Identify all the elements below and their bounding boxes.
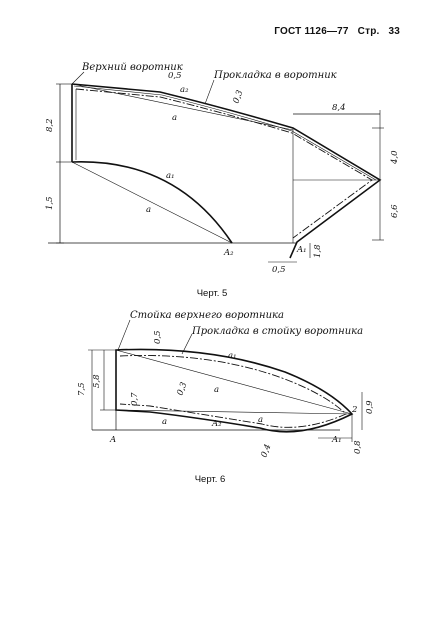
label-stand-interlining: Прокладка в стойку воротника <box>192 326 364 337</box>
label6-a1: a₁ <box>228 351 237 361</box>
label6-a-upper: a <box>214 385 220 395</box>
dim-0-3: 0,3 <box>231 88 246 106</box>
label-A2: A₂ <box>224 248 234 258</box>
label6-a-right: a <box>258 415 264 425</box>
dim6-0-7: 0,7 <box>130 392 140 406</box>
dim6-0-4: 0,4 <box>259 442 274 460</box>
label-A1: A₁ <box>297 245 307 255</box>
page-number: 33 <box>388 26 400 37</box>
dim6-5-8: 5,8 <box>92 374 102 388</box>
dim6-0-9: 0,9 <box>365 400 375 414</box>
label-interlining: Прокладка в воротник <box>214 70 337 81</box>
label6-a-lower: a <box>162 417 168 427</box>
dim-8-2: 8,2 <box>45 118 55 132</box>
dim6-7-5: 7,5 <box>77 382 87 396</box>
dim-1-8: 1,8 <box>313 244 323 258</box>
figure-5-caption: Черт. 5 <box>196 288 228 299</box>
dim6-0-3: 0,3 <box>175 380 190 398</box>
dim-8-4: 8,4 <box>332 103 346 113</box>
label6-A: A <box>110 435 117 445</box>
figure-6-caption: Черт. 6 <box>194 474 226 485</box>
label-a2: a₂ <box>180 85 189 95</box>
figure-6-drawing <box>0 300 422 500</box>
label-a-bottom: a <box>146 205 152 215</box>
leader-upper-collar <box>72 72 84 84</box>
dim-4-0: 4,0 <box>390 150 400 164</box>
dim-6-6: 6,6 <box>390 204 400 218</box>
figure-5-drawing <box>0 0 422 310</box>
dim6-0-8: 0,8 <box>353 440 363 454</box>
dim-1-5: 1,5 <box>45 196 55 210</box>
label6-A2: A₂ <box>212 419 222 429</box>
standard-number: ГОСТ 1126—77 <box>274 26 349 37</box>
label-stand: Стойка верхнего воротника <box>130 310 284 321</box>
page-label: Стр. <box>357 26 380 37</box>
leader-stand <box>118 320 130 350</box>
label6-point-2: 2 <box>352 405 358 415</box>
stand-interlining <box>120 355 346 427</box>
label6-A1: A₁ <box>332 435 342 445</box>
dim6-0-5: 0,5 <box>153 330 163 344</box>
label-upper-collar: Верхний воротник <box>82 62 183 73</box>
label-a1: a₁ <box>166 171 175 181</box>
label-a-top: a <box>172 113 178 123</box>
dim-0-5-top: 0,5 <box>168 71 182 81</box>
leader-interlining <box>205 80 214 104</box>
dim-0-5-bottom: 0,5 <box>272 265 286 275</box>
